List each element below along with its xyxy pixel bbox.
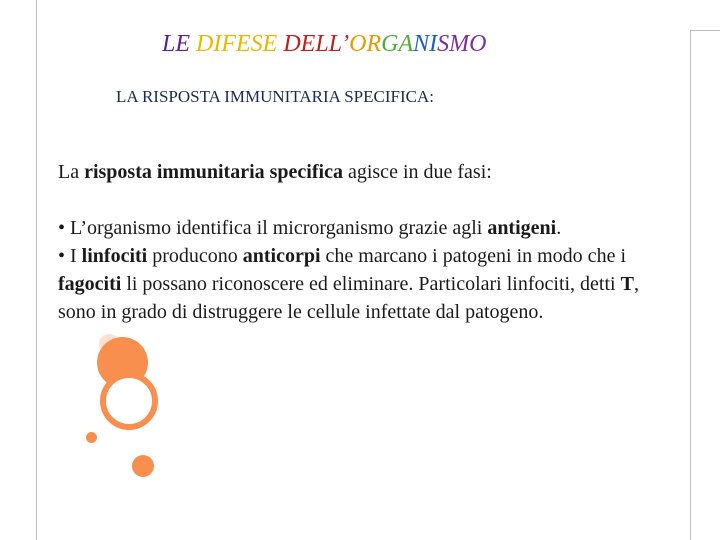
bold-term: anticorpi xyxy=(242,245,321,267)
bold-term: fagociti xyxy=(58,273,122,295)
right-frame-top-line xyxy=(690,30,720,31)
slide-title xyxy=(162,31,486,58)
text-run: , sono in grado di distruggere le cellule infettate dal patogeno. xyxy=(58,273,639,323)
text-run: li possano riconoscere ed eliminare. Particolari linfociti, detti xyxy=(121,273,621,295)
decorative-ring xyxy=(100,372,158,430)
title-segment: DELL’ xyxy=(277,31,350,57)
text-run: agisce in due fasi: xyxy=(342,161,492,183)
title-segment: NI xyxy=(413,31,438,57)
right-frame-line xyxy=(690,30,691,540)
text-run: La xyxy=(58,161,85,183)
bullet-item-antigens xyxy=(58,214,648,242)
title-segment: OR xyxy=(349,31,382,57)
bullet-item-lymphocytes xyxy=(58,242,648,326)
slide-body xyxy=(58,158,648,326)
bold-term: antigeni xyxy=(487,217,557,239)
decorative-dot-small xyxy=(86,432,97,443)
bold-term: linfociti xyxy=(81,245,148,267)
bold-term: T xyxy=(620,273,634,295)
left-border-line xyxy=(36,0,37,540)
title-segment: LE xyxy=(162,31,197,57)
bold-term: risposta immunitaria specifica xyxy=(84,161,343,183)
title-segment: DI xyxy=(196,31,222,57)
intro-paragraph xyxy=(58,158,648,186)
title-segment: SMO xyxy=(437,31,487,57)
text-run: . xyxy=(556,217,562,239)
slide-subtitle: LA RISPOSTA IMMUNITARIA SPECIFICA: xyxy=(116,87,434,106)
text-run: che marcano i patogeni in modo che i xyxy=(320,245,626,267)
text-run: • L’organismo identifica il microrganismo grazie agli xyxy=(58,217,488,239)
title-segment: FESE xyxy=(221,31,278,57)
title-segment: GA xyxy=(381,31,414,57)
text-run: producono xyxy=(147,245,243,267)
decorative-dot-bottom xyxy=(132,455,154,477)
text-run: • I xyxy=(58,245,82,267)
